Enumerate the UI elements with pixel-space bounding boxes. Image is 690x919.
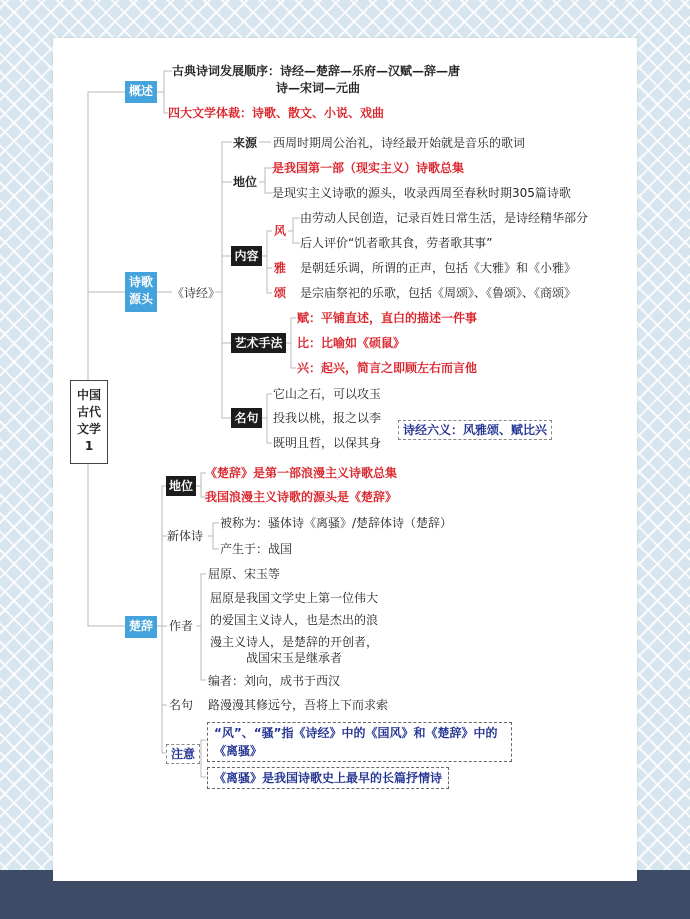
quyuan-line-2: 的爱国主义诗人，也是杰出的浪: [210, 613, 379, 627]
poetry-source-label: [125, 272, 157, 312]
quyuan-line-4: 战国宋玉是继承者: [246, 651, 343, 665]
shijing-status-2: 是现实主义诗歌的源头，收录西周至春秋时期305篇诗歌: [272, 186, 571, 200]
note-label: 注意: [166, 744, 200, 764]
dev-order-line1: 古典诗词发展顺序：诗经—楚辞—乐府—汉赋—辞—唐: [172, 64, 461, 78]
chuci-label: 楚辞: [125, 616, 157, 638]
chuci-status-1: 《楚辞》是第一部浪漫主义诗歌总集: [205, 466, 398, 480]
origin-text: 西周时期周公治礼，诗经最开始就是音乐的歌词: [273, 136, 526, 150]
bi-text: 比：比喻如《硕鼠》: [297, 336, 406, 350]
shijing-quote-3: 既明且哲，以保其身: [273, 436, 382, 450]
chuci-quote: 路漫漫其修远兮，吾将上下而求索: [208, 698, 389, 712]
quyuan-line-1: 屈原是我国文学史上第一位伟大: [210, 591, 379, 605]
author-label: 作者: [169, 619, 194, 633]
feng-text-2: 后人评价“饥者歌其食，劳者歌其事”: [300, 236, 493, 250]
chuci-quote-label: 名句: [169, 698, 194, 712]
note-box-1: [207, 722, 512, 762]
overview-label: 概述: [125, 81, 157, 103]
feng-label: 风: [274, 224, 287, 238]
chuci-status-label: 地位: [166, 476, 196, 496]
dev-order-line2: 诗—宋词—元曲: [276, 81, 361, 95]
origin-label: 来源: [233, 136, 258, 150]
produced-in-text: 产生于：战国: [220, 542, 293, 556]
feng-text-1: 由劳动人民创造，记录百姓日常生活，是诗经精华部分: [300, 211, 589, 225]
six-principles-box: 诗经六义：风雅颂、赋比兴: [398, 420, 552, 440]
xing-text: 兴：起兴，简言之即顾左右而言他: [297, 361, 478, 375]
content-label: 内容: [231, 246, 262, 266]
shijing-node: 《诗经》: [172, 286, 221, 300]
quyuan-line-3: 漫主义诗人，是楚辞的开创者，: [210, 635, 379, 649]
chuci-status-2: 我国浪漫主义诗歌的源头是《楚辞》: [205, 490, 398, 504]
poetry-source-label-line2: 源头: [128, 292, 153, 306]
note-1-line-a: “风”、“骚”指《诗经》中的《国风》和《楚辞》中的: [214, 726, 498, 740]
also-called-text: 被称为：骚体诗《离骚》/楚辞体诗（楚辞）: [220, 516, 453, 530]
ya-label: 雅: [274, 261, 287, 275]
shijing-quotes-label: 名句: [231, 408, 262, 428]
shijing-quote-2: 投我以桃，报之以李: [273, 411, 382, 425]
song-text: 是宗庙祭祀的乐歌，包括《周颂》、《鲁颂》、《商颂》: [300, 286, 577, 300]
note-1-line-b: 《离骚》: [214, 744, 263, 758]
editor-text: 编者：刘向，成书于西汉: [208, 674, 341, 688]
four-genres: 四大文学体裁：诗歌、散文、小说、戏曲: [168, 106, 385, 120]
shijing-quote-1: 它山之石，可以攻玉: [273, 387, 382, 401]
note-box-2: 《离骚》是我国诗歌史上最早的长篇抒情诗: [207, 767, 449, 789]
poetry-source-label-line1: 诗歌: [128, 275, 153, 289]
art-technique-label: 艺术手法: [231, 333, 286, 353]
ya-text: 是朝廷乐调，所谓的正声，包括《大雅》和《小雅》: [300, 261, 577, 275]
song-label: 颂: [274, 286, 287, 300]
shijing-status-label: 地位: [233, 175, 258, 189]
fu-text: 赋：平铺直述，直白的描述一件事: [297, 311, 478, 325]
root-node: 中国 古代 文学 1: [70, 380, 108, 464]
new-poem-label: 新体诗: [167, 529, 204, 543]
shijing-status-1: 是我国第一部（现实主义）诗歌总集: [272, 161, 465, 175]
authors-text: 屈原、宋玉等: [208, 567, 281, 581]
